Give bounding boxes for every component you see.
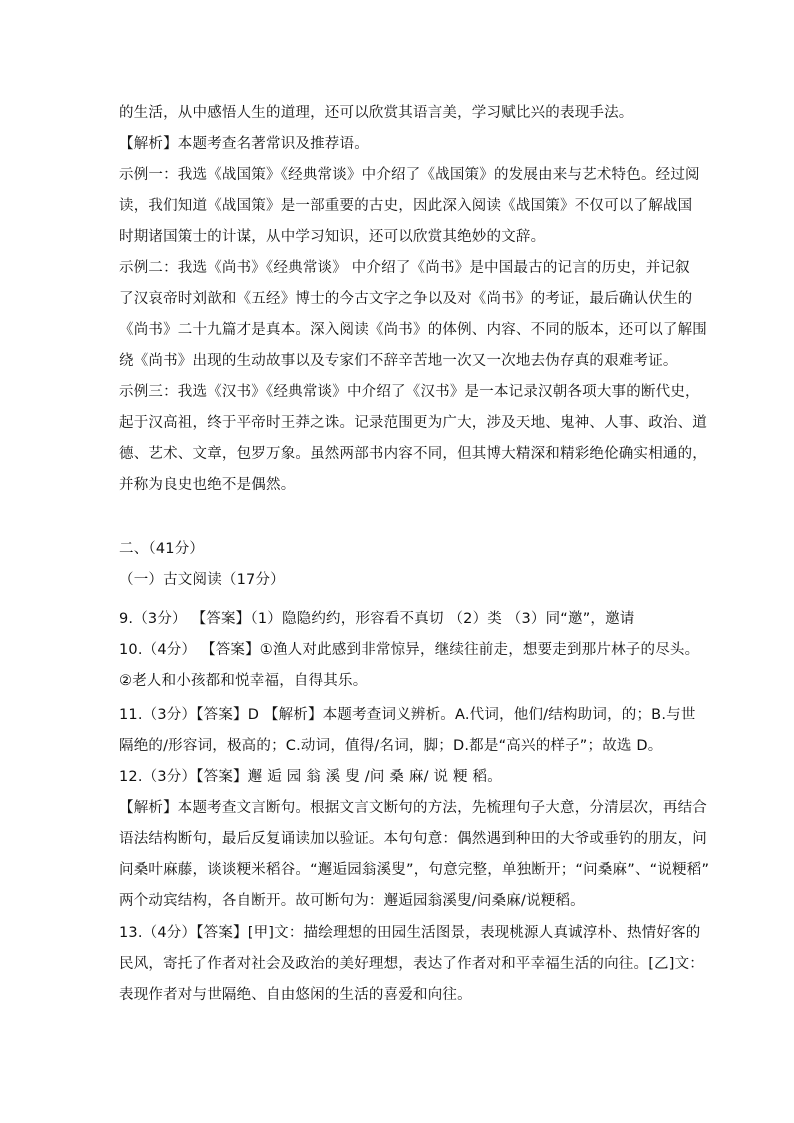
example-1-line: 时期诸国策士的计谋，从中学习知识，还可以欣赏其绝妙的文辞。 — [119, 229, 546, 245]
example-1-line: 读，我们知道《战国策》是一部重要的古史，因此深入阅读《战国策》不仅可以了解战国 — [119, 198, 693, 214]
example-3-line: 并称为良史也绝不是偶然。 — [119, 477, 296, 493]
section-heading: 二、（41分） — [119, 541, 205, 557]
example-3-line: 德、艺术、文章，包罗万象。虽然两部书内容不同，但其博大精深和精彩绝伦确实相通的， — [119, 446, 707, 462]
paragraph-line: 的生活，从中感悟人生的道理，还可以欣赏其语言美，学习赋比兴的表现手法。 — [119, 105, 634, 121]
question-12-analysis: 问桑叶麻藤，谈谈粳米稻谷。“邂逅园翁溪叟”，句意完整，单独断开；“问桑麻”、“说粳稻” — [119, 862, 710, 878]
question-13-answer: 13.（4分）【答案】[甲]文：描绘理想的田园生活图景，表现桃源人真诚淳朴、热情好客的 — [119, 925, 701, 941]
example-3-line: 起于汉高祖，终于平帝时王莽之诛。记录范围更为广大，涉及天地、鬼神、人事、政治、道 — [119, 415, 707, 431]
example-3-line: 示例三：我选《汉书》《经典常谈》中介绍了《汉书》是一本记录汉朝各项大事的断代史， — [119, 384, 700, 400]
question-11-answer: 11.（3分）【答案】D 【解析】本题考查词义辨析。A.代词，他们/结构助词，的；B.与世 — [119, 707, 696, 723]
question-12-analysis: 【解析】本题考查文言断句。根据文言文断句的方法，先梳理句子大意，分清层次，再结合 — [119, 800, 707, 816]
question-13-answer: 表现作者对与世隔绝、自由悠闲的生活的喜爱和向往。 — [119, 987, 472, 1003]
analysis-heading: 【解析】本题考查名著常识及推荐语。 — [119, 136, 369, 152]
question-10-answer: 10.（4分） 【答案】①渔人对此感到非常惊异，继续往前走，想要走到那片林子的尽头。 — [119, 642, 700, 658]
example-2-line: 《尚书》二十九篇才是真本。深入阅读《尚书》的体例、内容、不同的版本，还可以了解围 — [119, 322, 707, 338]
question-12-analysis: 两个动宾结构，各自断开。故可断句为：邂逅园翁溪叟/问桑麻/说粳稻。 — [119, 893, 585, 909]
example-1-line: 示例一：我选《战国策》《经典常谈》中介绍了《战国策》的发展由来与艺术特色。经过阅 — [119, 167, 700, 183]
question-11-answer: 隔绝的/形容词，极高的；C.动词，值得/名词，脚；D.都是“高兴的样子”；故选 D。 — [119, 738, 663, 754]
example-2-line: 了汉哀帝时刘歆和《五经》博士的今古文字之争以及对《尚书》的考证，最后确认伏生的 — [119, 291, 693, 307]
question-9-answer: 9.（3分） 【答案】（1）隐隐约约，形容看不真切 （2）类 （3）同“邀”，邀请 — [119, 611, 635, 627]
question-13-answer: 民风，寄托了作者对社会及政治的美好理想，表达了作者对和平幸福生活的向往。[乙]文： — [119, 956, 705, 972]
example-2-line: 绕《尚书》出现的生动故事以及专家们不辞辛苦地一次又一次地去伪存真的艰难考证。 — [119, 353, 678, 369]
question-10-answer: ②老人和小孩都和悦幸福，自得其乐。 — [119, 673, 368, 689]
example-2-line: 示例二：我选《尚书》《经典常谈》 中介绍了《尚书》是中国最古的记言的历史，并记叙 — [119, 260, 690, 276]
question-12-answer: 12.（3分）【答案】邂 逅 园 翁 溪 叟 /问 桑 麻/ 说 粳 稻。 — [119, 769, 502, 785]
section-subheading: （一）古文阅读（17分） — [119, 572, 285, 588]
question-12-analysis: 语法结构断句，最后反复诵读加以验证。本句句意：偶然遇到种田的大爷或垂钓的朋友，问 — [119, 831, 707, 847]
